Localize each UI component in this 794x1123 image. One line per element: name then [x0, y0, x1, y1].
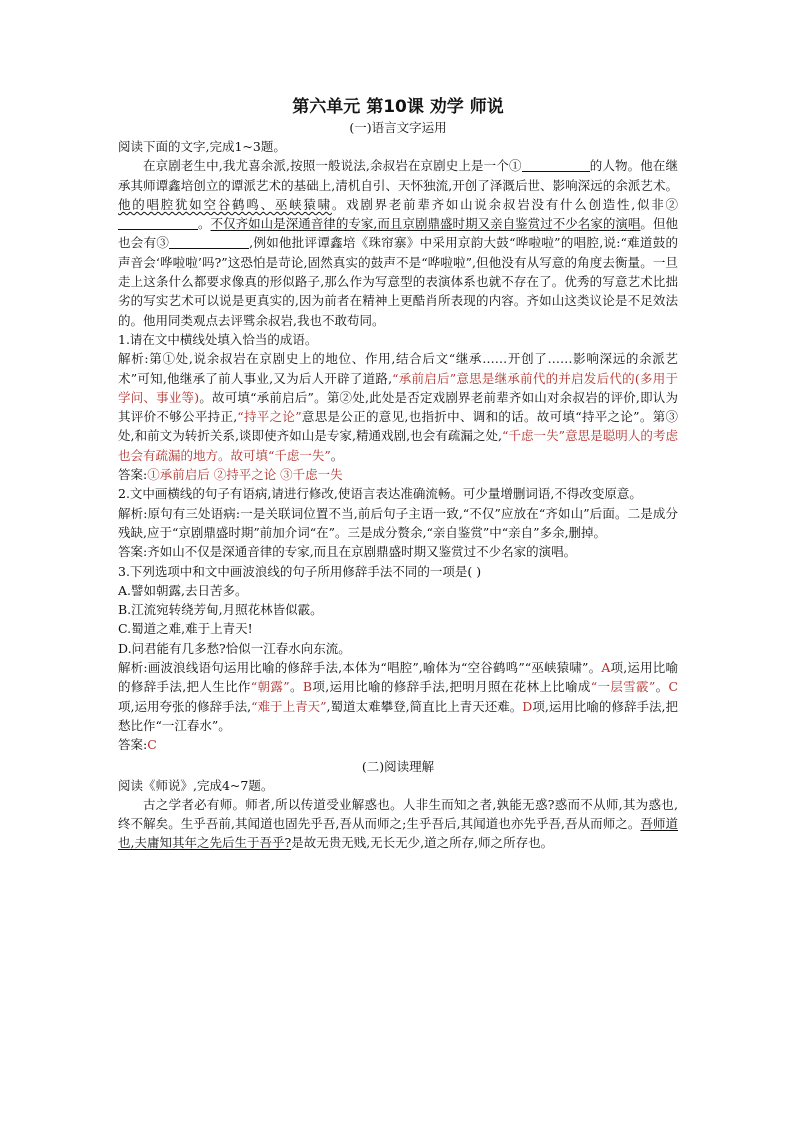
- blank-2[interactable]: [118, 216, 198, 230]
- blank-3[interactable]: [169, 235, 249, 249]
- section-intro-2: 阅读《师说》,完成4~7题。: [118, 777, 274, 793]
- shishuo-paragraph: 古之学者必有师。师者,所以传道受业解惑也。人非生而知之者,孰能无惑?惑而不从师,其为惑也,终不解矣。生乎吾前,其闻道也固先乎吾,吾从而师之;生乎吾后,其闻道也亦先乎吾,吾从而师之。吾师道也,夫庸知其年之先后生于吾乎?是故无贵无贱,无长无少,道之所存,师之所存也。: [118, 796, 678, 851]
- analysis-1: 解析:第①处,说余叔岩在京剧史上的地位、作用,结合后文“继承……开创了……影响深远的余派艺术”可知,他继承了前人事业,又为后人开辟了道路,“承前启后”意思是继承前代的并启发后代的(多用于学问、事业等)。故可填“承前启后”。第②处,此处是否定戏剧界老前辈齐如山对余叔岩的评价,即认为其评价不够公平持正,“持平之论”意思是公正的意见,也指折中、调和的话。故可填“持平之论”。第③处,和前文为转折关系,谈即使齐如山是专家,精通戏剧,也会有疏漏之处,“千虑一失”意思是聪明人的考虑也会有疏漏的地方。故可填“千虑一失”。: [118, 351, 679, 463]
- underlined-sentence: 不仅齐如山是深通音律的专家,而且京剧鼎盛时期又亲自鉴赏过不少名家的演唱: [210, 216, 641, 232]
- option-a: A.譬如朝露,去日苦多。: [118, 582, 248, 598]
- analysis-2: 解析:原句有三处语病:一是关联词位置不当,前后句子主语一致,“不仅”应放在“齐如山”后面。二是成分残缺,应于“京剧鼎盛时期”前加介词“在”。三是成分赘余,“亲自鉴赏”中“亲自”多余,删掉。: [118, 505, 678, 540]
- question-1: 1.请在文中横线处填入恰当的成语。: [118, 331, 318, 347]
- answer-2: 答案:齐如山不仅是深通音律的专家,而且在京剧鼎盛时期又鉴赏过不少名家的演唱。: [118, 544, 577, 560]
- blank-1[interactable]: [522, 158, 590, 172]
- passage-paragraph: 在京剧老生中,我尤喜余派,按照一般说法,余叔岩在京剧史上是一个① 的人物。他在继承其师谭鑫培创立的谭派艺术的基础上,清机自引、天怀独流,开创了泽溉后世、影响深远的余派艺术。他的唱腔犹如空谷鹤鸣、巫峡猿啸。戏剧界老前辈齐如山说余叔岩没有什么创造性,似非②。不仅齐如山是深通音律的专家,而且京剧鼎盛时期又亲自鉴赏过不少名家的演唱。但他也会有③ ,例如他批评谭鑫培《珠帘寨》中采用京韵大鼓“哗啦啦”的唱腔,说:“难道鼓的声音会‘哗啦啦’吗?”这恐怕是苛论,固然真实的鼓声不是“哗啦啦”,但他没有从写意的角度去衡量。一旦走上这条什么都要求像真的形似路子,那么作为写意型的表演体系也就不存在了。优秀的写意艺术比拙劣的写实艺术可以说是更真实的,因为前者在精神上更酷肖所表现的内容。齐如山这类议论是不足效法的。他用同类观点去评骘余叔岩,我也不敢苟同。: [118, 158, 678, 328]
- section-heading-reading: (二)阅读理解: [361, 758, 435, 774]
- question-3: 3.下列选项中和文中画波浪线的句子所用修辞手法不同的一项是( ): [118, 563, 482, 579]
- document-page: [118, 96, 678, 853]
- question-2: 2.文中画横线的句子有语病,请进行修改,使语言表达准确流畅。可少量增删词语,不得改变原意。: [118, 486, 642, 502]
- option-b: B.江流宛转绕芳甸,月照花林皆似霰。: [118, 602, 323, 618]
- option-d: D.问君能有几多愁?恰似一江春水向东流。: [118, 640, 351, 656]
- section-heading-language-use: (一)语言文字运用: [349, 120, 447, 135]
- option-c: C.蜀道之难,难于上青天!: [118, 621, 253, 637]
- answer-3: 答案:C: [118, 737, 157, 753]
- answer-1: 答案:①承前启后 ②持平之论 ③千虑一失: [118, 467, 343, 483]
- wavy-underlined-sentence: 他的唱腔犹如空谷鹤鸣、巫峡猿啸: [118, 196, 332, 212]
- analysis-3: 解析:画波浪线语句运用比喻的修辞手法,本体为“唱腔”,喻体为“空谷鹤鸣”“巫峡猿啸”。A项,运用比喻的修辞手法,把人生比作“朝露”。B项,运用比喻的修辞手法,把明月照在花林上比喻成“一层雪霰”。C项,运用夸张的修辞手法,“难于上青天”,蜀道太难攀登,简直比上青天还难。D项,运用比喻的修辞手法,把愁比作“一江春水”。: [118, 660, 679, 733]
- page-title: 第六单元 第10课 劝学 师说: [292, 97, 504, 117]
- underlined-sentence-2: 吾师道也,夫庸知其年之先后生于吾乎?: [118, 816, 678, 851]
- section-intro: 阅读下面的文字,完成1~3题。: [118, 139, 286, 154]
